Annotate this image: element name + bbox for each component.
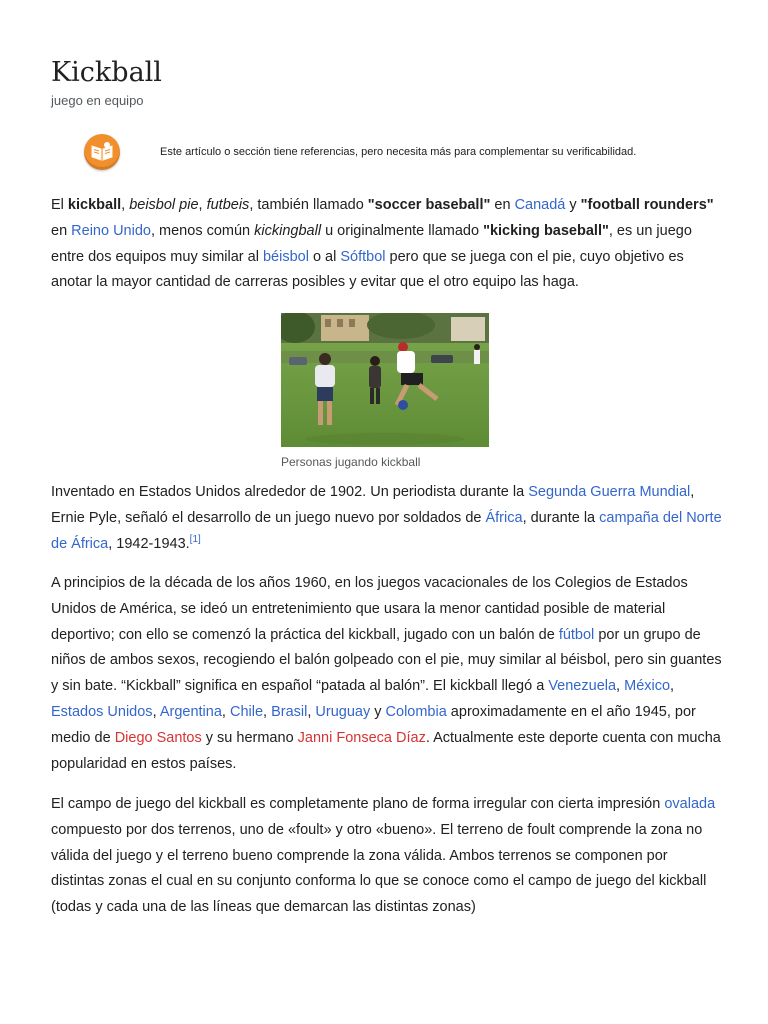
bold-text: "kicking baseball" xyxy=(483,222,609,239)
article-link[interactable]: Argentina xyxy=(159,703,222,720)
intro-paragraph xyxy=(51,193,723,296)
article-link[interactable]: Chile xyxy=(229,703,264,720)
bold-text: "soccer baseball" xyxy=(367,197,491,213)
body-text: aproximadamente en el año 1945, por medio de xyxy=(51,703,696,746)
article-link[interactable]: Segunda Guerra Mundial xyxy=(528,484,691,500)
article-link[interactable]: Reino Unido xyxy=(71,222,151,239)
figure-caption: Personas jugando kickball xyxy=(281,455,421,469)
article-link[interactable]: Colombia xyxy=(385,703,447,720)
body-text: , xyxy=(616,678,625,695)
body-text: El xyxy=(51,197,68,213)
article-link[interactable]: Canadá xyxy=(514,197,566,213)
article-link[interactable]: África xyxy=(485,509,523,526)
body-text: , xyxy=(307,703,316,720)
italic-text: kickingball xyxy=(254,222,322,239)
article-link[interactable]: ovalada xyxy=(664,796,716,812)
body-text: , 1942-1943. xyxy=(108,535,190,552)
page-subtitle: juego en equipo xyxy=(51,93,144,108)
body-text: El campo de juego del kickball es completamente plano de forma irregular con cierta impresión xyxy=(51,796,665,812)
body-text: , también llamado xyxy=(249,197,368,213)
italic-text: futbeis xyxy=(206,197,250,213)
body-text: y su hermano xyxy=(201,729,298,746)
body-text: , xyxy=(121,197,130,213)
article-link[interactable]: fútbol xyxy=(558,626,595,643)
body-text: , xyxy=(221,703,230,720)
body-text: u originalmente llamado xyxy=(321,222,484,239)
field-paragraph xyxy=(51,792,723,921)
body-text: , es un juego entre dos equipos muy similar al xyxy=(51,222,692,265)
body-text: en xyxy=(51,222,72,239)
body-text: , xyxy=(670,678,675,695)
article-link[interactable]: Janni Fonseca Díaz xyxy=(297,729,426,746)
history-paragraph xyxy=(51,480,723,557)
kickball-photo[interactable] xyxy=(281,313,489,447)
body-text: , menos común xyxy=(150,222,255,239)
notice-text: Este artículo o sección tiene referencias, pero necesita más para complementar su verificabilidad. xyxy=(160,146,637,158)
body-text: y xyxy=(370,703,386,720)
bold-text: "football rounders" xyxy=(580,197,714,213)
article-link[interactable]: Brasil xyxy=(271,703,308,720)
bold-text: kickball xyxy=(67,197,122,213)
page-title: Kickball xyxy=(51,57,162,88)
body-text: , xyxy=(263,703,272,720)
article-link[interactable]: Uruguay xyxy=(315,703,371,720)
body-text: , durante la xyxy=(522,509,600,526)
spread-paragraph xyxy=(51,571,723,777)
body-text: por un grupo de niños de ambos sexos, recogiendo el balón golpeado con el pie, muy similar al béisbol, pero sin guantes y sin bate. “Kickball” significa en español “patada al balón”. El kickball llegó a xyxy=(51,626,722,695)
article-link[interactable]: Estados Unidos xyxy=(51,703,153,720)
article-link[interactable]: campaña del Norte de África xyxy=(51,509,722,552)
body-text: A principios de la década de los años 1960, en los juegos vacacionales de los Colegios de Estados Unidos de América, se ideó un entretenimiento que usara la menor cantidad posible de material deportivo; con ello se comenzó la práctica del kickball, jugado con un balón de xyxy=(51,575,688,643)
body-text: pero que se juega con el pie, cuyo objetivo es anotar la mayor cantidad de carreras posibles y evitar que el otro equipo las haga. xyxy=(51,248,684,291)
body-text: y xyxy=(565,197,581,213)
book-icon xyxy=(84,134,120,170)
body-text: compuesto por dos terrenos, uno de «foult» y otro «bueno». El terreno de foult comprende la zona no válida del juego y el terreno bueno comprende la zona válida. Ambos terrenos se componen por distintas zonas el cual en su conjunto conforma lo que se conoce como el campo de juego del kickball (todas y cada una de las líneas que demarcan las distintas zonas) xyxy=(51,821,707,916)
reference-link[interactable]: [1] xyxy=(189,533,201,545)
article-link[interactable]: México xyxy=(624,678,671,695)
body-text: , Ernie Pyle, señaló el desarrollo de un juego nuevo por soldados de xyxy=(51,484,695,526)
body-text: . Actualmente este deporte cuenta con mucha popularidad en estos países. xyxy=(51,729,721,772)
references-notice xyxy=(84,132,724,176)
article-link[interactable]: Sóftbol xyxy=(340,248,386,265)
italic-text: beisbol pie xyxy=(129,197,199,213)
article-link[interactable]: béisbol xyxy=(262,248,309,265)
body-text: o al xyxy=(308,248,341,265)
body-text: en xyxy=(490,197,515,213)
article-link[interactable]: Venezuela xyxy=(548,678,617,695)
body-text: Inventado en Estados Unidos alrededor de 1902. Un periodista durante la xyxy=(51,484,529,500)
body-text: , xyxy=(152,703,160,720)
article-figure xyxy=(281,313,489,469)
body-text: , xyxy=(198,197,207,213)
article-link[interactable]: Diego Santos xyxy=(114,729,202,746)
citation-superscript xyxy=(190,534,201,545)
